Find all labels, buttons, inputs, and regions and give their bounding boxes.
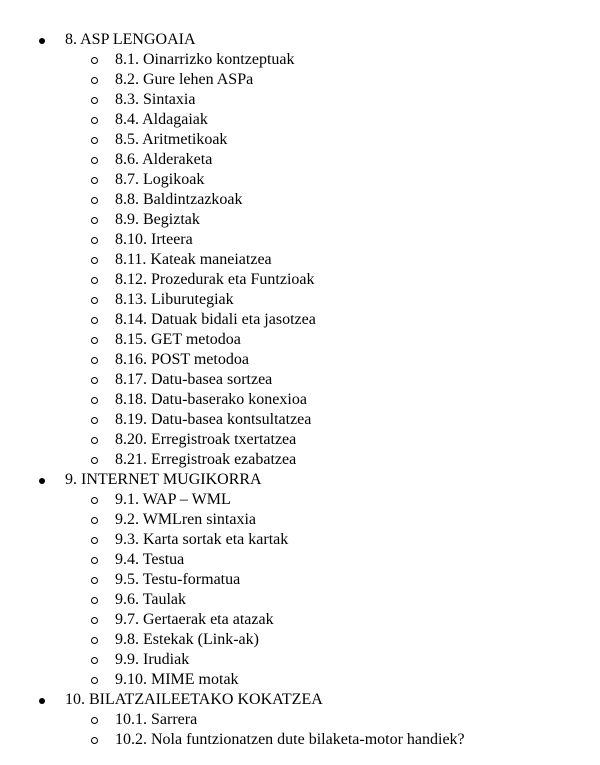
- toc-subsection-title: 8.15. GET metodoa: [115, 331, 241, 348]
- bullet-circle-icon: [91, 597, 98, 604]
- bullet-circle-icon: [91, 237, 98, 244]
- bullet-circle-icon: [91, 77, 98, 84]
- toc-subsection-row: [0, 430, 600, 450]
- bullet-circle-icon: [91, 417, 98, 424]
- toc-subsection-row: [0, 450, 600, 470]
- toc-subsection-title: 9.3. Karta sortak eta kartak: [115, 531, 289, 548]
- toc-subsection-title: 9.4. Testua: [115, 551, 185, 568]
- toc-subsection-title: 9.9. Irudiak: [115, 651, 190, 668]
- toc-subsection-title: 8.2. Gure lehen ASPa: [115, 71, 254, 88]
- toc-subsection-title: 8.8. Baldintzazkoak: [115, 191, 243, 208]
- toc-section-heading: [0, 30, 600, 50]
- toc-subsection-row: [0, 530, 600, 550]
- bullet-circle-icon: [91, 557, 98, 564]
- toc-subsection-title: 8.11. Kateak maneiatzea: [115, 251, 272, 268]
- bullet-circle-icon: [91, 617, 98, 624]
- toc-subsection-title: 9.1. WAP – WML: [115, 491, 231, 508]
- toc-subsection-title: 8.12. Prozedurak eta Funtzioak: [115, 271, 315, 288]
- toc-subsection-row: [0, 610, 600, 630]
- bullet-circle-icon: [91, 117, 98, 124]
- bullet-circle-icon: [91, 457, 98, 464]
- bullet-circle-icon: [91, 157, 98, 164]
- toc-subsection-title: 10.1. Sarrera: [115, 711, 198, 728]
- toc-subsection-row: [0, 130, 600, 150]
- bullet-disc-icon: [39, 478, 45, 484]
- toc-subsection-title: 9.2. WMLren sintaxia: [115, 511, 257, 528]
- bullet-circle-icon: [91, 97, 98, 104]
- bullet-disc-icon: [39, 698, 45, 704]
- toc-subsection-row: [0, 490, 600, 510]
- toc-subsection-row: [0, 210, 600, 230]
- bullet-circle-icon: [91, 737, 98, 744]
- toc-section-title: 10. BILATZAILEETAKO KOKATZEA: [65, 691, 323, 708]
- toc-subsection-title: 8.13. Liburutegiak: [115, 291, 234, 308]
- toc-subsection-row: [0, 50, 600, 70]
- toc-subsection-title: 8.3. Sintaxia: [115, 91, 196, 108]
- bullet-circle-icon: [91, 497, 98, 504]
- toc-section-heading: [0, 690, 600, 710]
- bullet-circle-icon: [91, 317, 98, 324]
- toc-subsection-row: [0, 110, 600, 130]
- toc-subsection-title: 8.9. Begiztak: [115, 211, 200, 228]
- toc-section-heading: [0, 470, 600, 490]
- toc-subsection-title: 8.1. Oinarrizko kontzeptuak: [115, 51, 295, 68]
- toc-subsection-row: [0, 650, 600, 670]
- bullet-circle-icon: [91, 217, 98, 224]
- toc-subsection-row: [0, 710, 600, 730]
- toc-subsection-title: 9.7. Gertaerak eta atazak: [115, 611, 274, 628]
- bullet-circle-icon: [91, 537, 98, 544]
- toc-section-title: 8. ASP LENGOAIA: [65, 31, 196, 48]
- bullet-circle-icon: [91, 397, 98, 404]
- toc-subsection-title: 8.7. Logikoak: [115, 171, 205, 188]
- bullet-circle-icon: [91, 257, 98, 264]
- toc-subsection-title: 10.2. Nola funtzionatzen dute bilaketa-motor handiek?: [115, 731, 465, 748]
- bullet-circle-icon: [91, 517, 98, 524]
- toc-subsection-row: [0, 330, 600, 350]
- toc-subsection-row: [0, 190, 600, 210]
- toc-subsection-row: [0, 630, 600, 650]
- bullet-disc-icon: [39, 38, 45, 44]
- toc-subsection-title: 8.20. Erregistroak txertatzea: [115, 431, 297, 448]
- toc-subsection-title: 8.16. POST metodoa: [115, 351, 249, 368]
- toc-subsection-row: [0, 390, 600, 410]
- toc-subsection-row: [0, 270, 600, 290]
- toc-subsection-row: [0, 570, 600, 590]
- bullet-circle-icon: [91, 377, 98, 384]
- toc-subsection-title: 8.4. Aldagaiak: [115, 111, 208, 128]
- toc-subsection-title: 8.6. Alderaketa: [115, 151, 213, 168]
- bullet-circle-icon: [91, 57, 98, 64]
- toc-subsection-title: 9.8. Estekak (Link-ak): [115, 631, 259, 648]
- toc-subsection-title: 8.17. Datu-basea sortzea: [115, 371, 273, 388]
- bullet-circle-icon: [91, 437, 98, 444]
- toc-subsection-title: 8.14. Datuak bidali eta jasotzea: [115, 311, 316, 328]
- toc-subsection-title: 8.5. Aritmetikoak: [115, 131, 228, 148]
- toc-section-title: 9. INTERNET MUGIKORRA: [65, 471, 262, 488]
- toc-subsection-title: 9.10. MIME motak: [115, 671, 239, 688]
- toc-subsection-title: 8.10. Irteera: [115, 231, 193, 248]
- toc-subsection-row: [0, 590, 600, 610]
- toc-subsection-row: [0, 250, 600, 270]
- bullet-circle-icon: [91, 637, 98, 644]
- toc-subsection-row: [0, 370, 600, 390]
- bullet-circle-icon: [91, 717, 98, 724]
- bullet-circle-icon: [91, 357, 98, 364]
- bullet-circle-icon: [91, 337, 98, 344]
- toc-subsection-row: [0, 150, 600, 170]
- toc-subsection-title: 8.18. Datu-baserako konexioa: [115, 391, 307, 408]
- bullet-circle-icon: [91, 657, 98, 664]
- toc-subsection-row: [0, 730, 600, 750]
- bullet-circle-icon: [91, 577, 98, 584]
- toc-subsection-row: [0, 410, 600, 430]
- bullet-circle-icon: [91, 677, 98, 684]
- toc-subsection-title: 9.6. Taulak: [115, 591, 187, 608]
- toc-subsection-row: [0, 310, 600, 330]
- bullet-circle-icon: [91, 297, 98, 304]
- toc-subsection-row: [0, 170, 600, 190]
- toc-subsection-row: [0, 350, 600, 370]
- toc-subsection-row: [0, 550, 600, 570]
- bullet-circle-icon: [91, 137, 98, 144]
- toc-subsection-row: [0, 230, 600, 250]
- toc-subsection-row: [0, 670, 600, 690]
- toc-subsection-row: [0, 70, 600, 90]
- toc-subsection-row: [0, 510, 600, 530]
- bullet-circle-icon: [91, 197, 98, 204]
- toc-subsection-row: [0, 90, 600, 110]
- toc-subsection-title: 9.5. Testu-formatua: [115, 571, 241, 588]
- toc-subsection-title: 8.19. Datu-basea kontsultatzea: [115, 411, 312, 428]
- bullet-circle-icon: [91, 277, 98, 284]
- bullet-circle-icon: [91, 177, 98, 184]
- toc-subsection-row: [0, 290, 600, 310]
- toc-subsection-title: 8.21. Erregistroak ezabatzea: [115, 451, 297, 468]
